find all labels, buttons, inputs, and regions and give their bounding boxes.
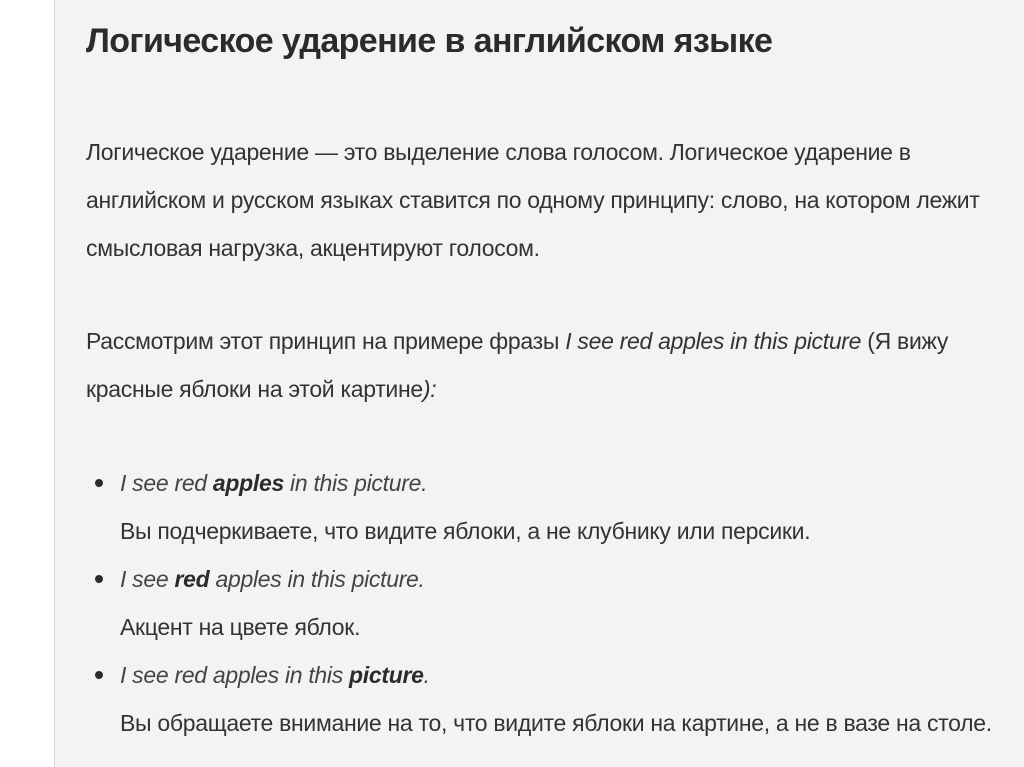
example-line-1 (86, 317, 948, 365)
bullet-dot-icon (95, 575, 103, 583)
stressed-word: apples (212, 470, 284, 496)
intro-line-2: английском и русском языках ставится по одному принципу: слово, на котором лежит (86, 187, 980, 213)
list-item (86, 651, 992, 747)
example-sentence (120, 555, 992, 603)
example-explanation: Вы обращаете внимание на то, что видите яблоки на картине, а не в вазе на столе. (120, 710, 992, 736)
bullet-dot-icon (95, 479, 103, 487)
sentence-before: I see red apples in this (120, 662, 350, 688)
example-suffix: (Я вижу (861, 328, 949, 354)
list-item (86, 555, 992, 651)
sentence-after: apples in this picture. (209, 566, 425, 592)
example-line-2 (86, 365, 948, 413)
example-sentence (120, 459, 992, 507)
list-item (86, 459, 992, 555)
example-explanation: Акцент на цвете яблок. (120, 614, 361, 640)
sentence-after: . (423, 662, 430, 688)
stressed-word: picture (349, 662, 424, 688)
example-sentence (120, 651, 992, 699)
example-phrase: I see red apples in this picture (565, 328, 862, 354)
intro-paragraph (86, 128, 980, 272)
intro-line-3: смысловая нагрузка, акцентируют голосом. (86, 235, 540, 261)
examples-list (86, 459, 992, 747)
example-prefix: Рассмотрим этот принцип на примере фразы (86, 328, 566, 354)
example-closing: ): (422, 376, 437, 402)
page-title: Логическое ударение в английском языке (86, 22, 773, 60)
example-translation: красные яблоки на этой картине (86, 376, 423, 402)
bullet-dot-icon (95, 671, 103, 679)
example-paragraph (86, 317, 948, 413)
stressed-word: red (174, 566, 210, 592)
sentence-before: I see (120, 566, 175, 592)
sentence-before: I see red (120, 470, 213, 496)
intro-line-1: Логическое ударение — это выделение слова голосом. Логическое ударение в (86, 139, 911, 165)
sentence-after: in this picture. (283, 470, 428, 496)
example-explanation: Вы подчеркиваете, что видите яблоки, а не клубнику или персики. (120, 518, 811, 544)
